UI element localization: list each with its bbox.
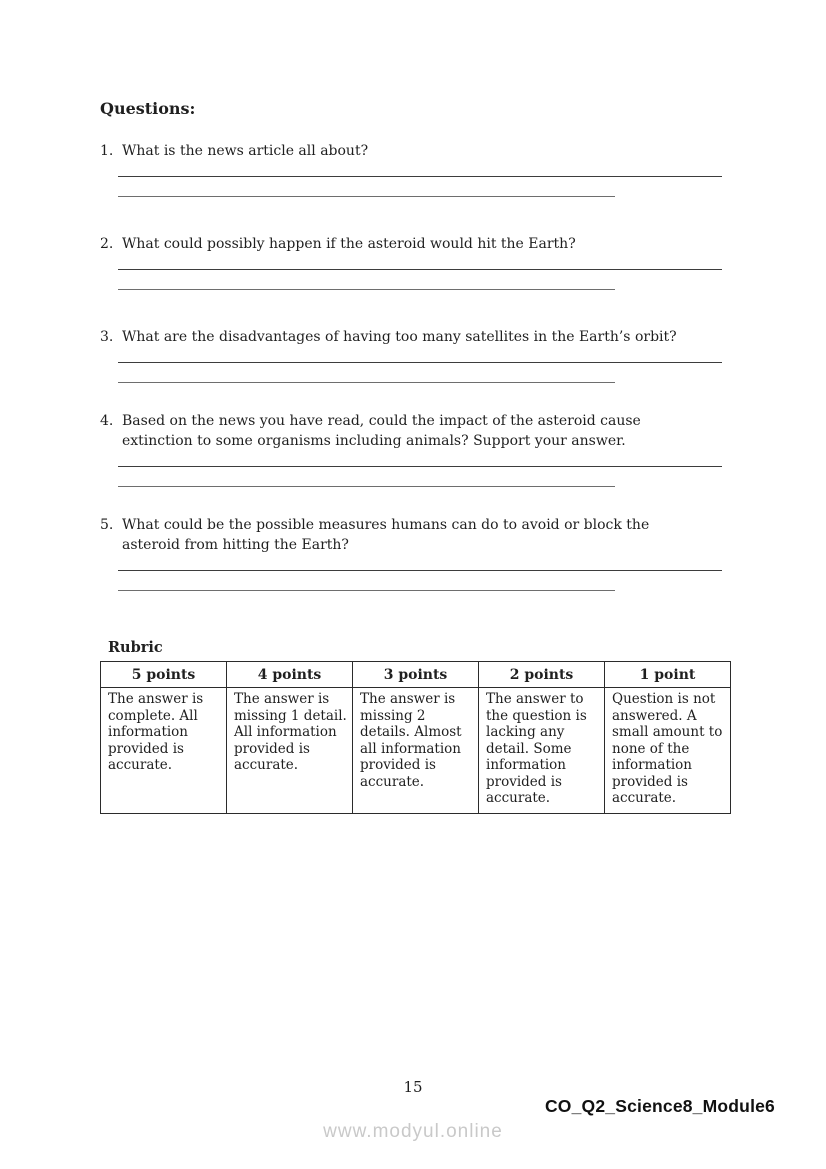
question-4-line1: Based on the news you have read, could the impact of the asteroid cause: [122, 413, 641, 429]
question-2: [100, 234, 726, 290]
question-4-text: [122, 411, 726, 451]
rubric-header-1-point: 1 point: [605, 662, 731, 688]
question-2-text-row: [100, 234, 726, 254]
rubric-cell-4-points: The answer is missing 1 detail. All information provided is accurate.: [227, 688, 353, 814]
question-2-answer-area: [118, 250, 726, 290]
rubric-cell-3-points: The answer is missing 2 details. Almost all information provided is accurate.: [353, 688, 479, 814]
rubric-header-row: [101, 662, 731, 688]
rubric-title: Rubric: [108, 639, 163, 656]
rubric-cell-2-points: The answer to the question is lacking any detail. Some information provided is accurate.: [479, 688, 605, 814]
question-4-line2: extinction to some organisms including animals? Support your answer.: [122, 433, 626, 449]
question-3-number: 3.: [100, 329, 114, 345]
question-4-text-row: [100, 411, 726, 451]
question-5-text-row: [100, 515, 726, 555]
question-3-line1: What are the disadvantages of having too many satellites in the Earth’s orbit?: [122, 329, 677, 345]
answer-line: [118, 467, 615, 487]
rubric-header-5-points: 5 points: [101, 662, 227, 688]
question-5-number: 5.: [100, 517, 114, 533]
question-5-line1: What could be the possible measures humans can do to avoid or block the: [122, 517, 650, 533]
question-1: [100, 141, 726, 197]
question-2-line1: What could possibly happen if the asteroid would hit the Earth?: [122, 236, 576, 252]
answer-line: [118, 270, 615, 290]
question-2-number: 2.: [100, 236, 114, 252]
answer-line: [118, 177, 615, 197]
module-code: CO_Q2_Science8_Module6: [544, 1096, 775, 1116]
rubric-table: [100, 661, 731, 814]
watermark: www.modyul.online: [323, 1121, 503, 1142]
question-5-text: [122, 515, 726, 555]
rubric-body-row: [101, 688, 731, 814]
question-3: [100, 327, 726, 383]
rubric-cell-1-point: Question is not answered. A small amount to none of the information provided is accurate.: [605, 688, 731, 814]
question-4: [100, 411, 726, 487]
rubric-cell-5-points: The answer is complete. All information provided is accurate.: [101, 688, 227, 814]
rubric-header-4-points: 4 points: [227, 662, 353, 688]
question-2-text: [122, 234, 726, 254]
question-1-line1: What is the news article all about?: [122, 143, 369, 159]
rubric-header-3-points: 3 points: [353, 662, 479, 688]
question-5: [100, 515, 726, 591]
question-5-line2: asteroid from hitting the Earth?: [122, 537, 349, 553]
question-3-text: [122, 327, 726, 347]
question-4-answer-area: [118, 447, 726, 487]
rubric-header-2-points: 2 points: [479, 662, 605, 688]
page-number: 15: [403, 1078, 423, 1096]
question-3-answer-area: [118, 343, 726, 383]
question-1-text-row: [100, 141, 726, 161]
question-4-number: 4.: [100, 413, 114, 429]
question-5-answer-area: [118, 551, 726, 591]
answer-line: [118, 571, 615, 591]
question-1-answer-area: [118, 157, 726, 197]
questions-heading: Questions:: [100, 99, 196, 118]
answer-line: [118, 363, 615, 383]
question-3-text-row: [100, 327, 726, 347]
question-1-number: 1.: [100, 143, 114, 159]
question-1-text: [122, 141, 726, 161]
